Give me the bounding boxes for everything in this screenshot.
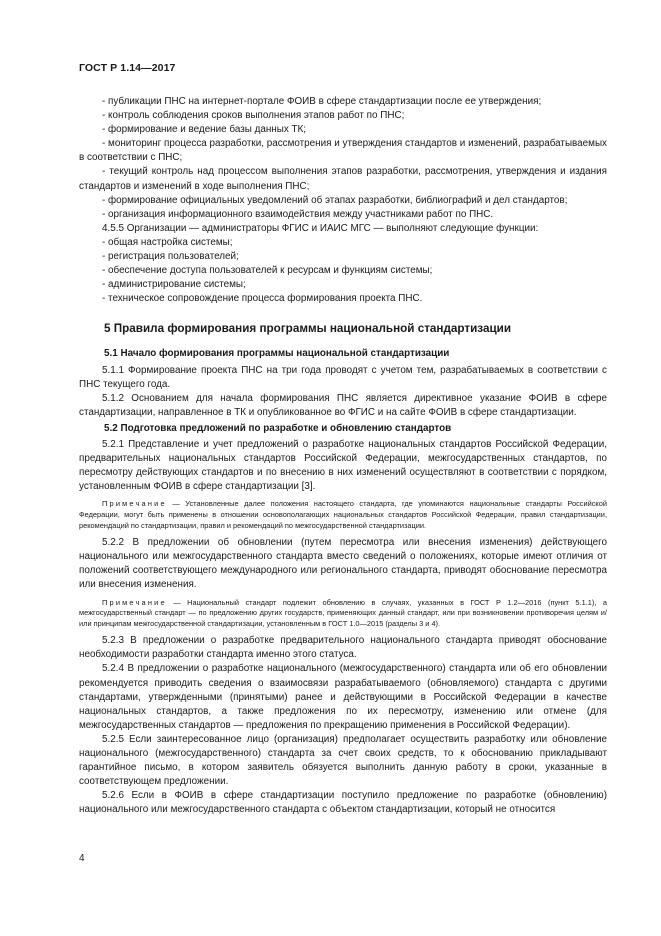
note-label: Примечание	[102, 499, 167, 509]
clause-5-1-2: 5.1.2 Основанием для начала формирования ПНС является директивное указание ФОИВ в сфере стандартизации, направленное в ТК и опубликованное во ФГИС и на сайте ФОИВ в сфере стандартизации.	[79, 392, 607, 418]
list-item: - публикации ПНС на интернет-портале ФОИВ в сфере стандартизации после ее утверждения;	[102, 96, 542, 107]
list-item: - обеспечение доступа пользователей к ресурсам и функциям системы;	[102, 265, 433, 277]
section-5-title: 5 Правила формирования программы национальной стандартизации	[104, 322, 512, 336]
list-item: - формирование и ведение базы данных ТК;	[102, 124, 307, 136]
list-item: - текущий контроль над процессом выполнения этапов разработки, рассмотрения, утверждения и издания стандартов и изменений в ходе выполнения ПНС;	[79, 166, 607, 192]
list-item: - формирование официальных уведомлений об этапах разработки, библиографий и дел стандартов;	[102, 194, 568, 206]
list-item: - общая настройка системы;	[102, 236, 233, 248]
note-1	[79, 499, 607, 531]
clause-4-5-5: 4.5.5 Организации — администраторы ФГИС и ИАИС МГС — выполняют следующие функции:	[102, 222, 539, 234]
list-item: - мониторинг процесса разработки, рассмотрения и утверждения стандартов и изменений, разрабатываемых в соответствии с ПНС;	[79, 138, 607, 164]
clause-5-1-1: 5.1.1 Формирование проекта ПНС на три года проводят с учетом тем, разрабатываемых в соответствии с ПНС текущего года.	[79, 364, 607, 390]
list-item: - техническое сопровождение процесса формирования проекта ПНС.	[102, 293, 423, 305]
document-header: ГОСТ Р 1.14—2017	[79, 62, 176, 74]
subsection-5-2-title: 5.2 Подготовка предложений по разработке и обновлению стандартов	[104, 422, 452, 434]
clause-5-2-1: 5.2.1 Представление и учет предложений о разработке национальных стандартов Российской Федерации, предварительных национальных стандартов Российской Федерации, межгосударственных стандартов, по пересмотру действующих стандартов и по внесению в них изменений осуществляют в соответствии с порядком, установленным ФОИВ в сфере стандартизации [3].	[79, 438, 607, 493]
list-item: - контроль соблюдения сроков выполнения этапов работ по ПНС;	[102, 110, 405, 122]
clause-5-2-3: 5.2.3 В предложении о разработке предварительного национального стандарта приводят обоснование необходимости разработки стандарта именно этого статуса.	[79, 635, 607, 661]
page-content	[79, 95, 607, 818]
list-item: - администрирование системы;	[102, 279, 246, 291]
clause-5-2-2: 5.2.2 В предложении об обновлении (путем пересмотра или внесения изменения) действующего национального или межгосударственного стандарта вместо сведений о положениях, которые имеют отличия от положений соответствующего международного или регионального стандарта, приводят обоснование пересмотра или внесения изменения.	[79, 537, 607, 591]
list-item: - организация информационного взаимодействия между участниками работ по ПНС.	[102, 208, 494, 220]
subsection-5-1-title: 5.1 Начало формирования программы национальной стандартизации	[104, 348, 450, 360]
clause-5-2-6: 5.2.6 Если в ФОИВ в сфере стандартизации поступило предложение по разработке (обновлению) национального или межгосударственного стандарта с объектом стандартизации, который не относится	[79, 790, 607, 816]
note-label: Примечание	[102, 597, 167, 607]
clause-5-2-5: 5.2.5 Если заинтересованное лицо (организация) предполагает осуществить разработку или обновление национального (межгосударственного) стандарта за счет своих средств, то к обоснованию прикладывают гарантийное письмо, в котором заявитель обязуется выполнить данную работу в сроки, указанные в соответствующем предложении.	[79, 733, 607, 788]
note-2	[79, 598, 607, 630]
note-1-text: — Установленные далее положения настоящего стандарта, где упоминаются национальные стандарты Российской Федерации, могут быть применены в отношении основополагающих национальных стандартов Российской Федерации, правил стандартизации, рекомендаций по стандартизации, правил и рекомендаций по межгосударственной стандартизации.	[79, 499, 607, 530]
clause-5-2-4: 5.2.4 В предложении о разработке национального (межгосударственного) стандарта или об его обновлении рекомендуется приводить сведения о взаимосвязи разрабатываемого (обновляемого) стандарта с другими стандартами, утвержденными (принятыми) ранее и действующими в Российской Федерации в качестве национальных стандартов, а также предложения по их пересмотру, изменению или отмене (для межгосударственных стандартов — предложения по прекращению применения в Российской Федерации).	[79, 663, 607, 731]
list-item: - регистрация пользователей;	[102, 251, 239, 263]
page-number: 4	[79, 853, 85, 864]
note-2-text: — Национальный стандарт подлежит обновлению в случаях, указанных в ГОСТ Р 1.2—2016 (пункт 5.1.1), а межгосударственный стандарт — по предложению других государств, применяющих данный стандарт, или при возникновении противоречия целям и/или принципам межгосударственной стандартизации, установленным в ГОСТ 1.0—2015 (разделы 3 и 4).	[79, 597, 607, 628]
